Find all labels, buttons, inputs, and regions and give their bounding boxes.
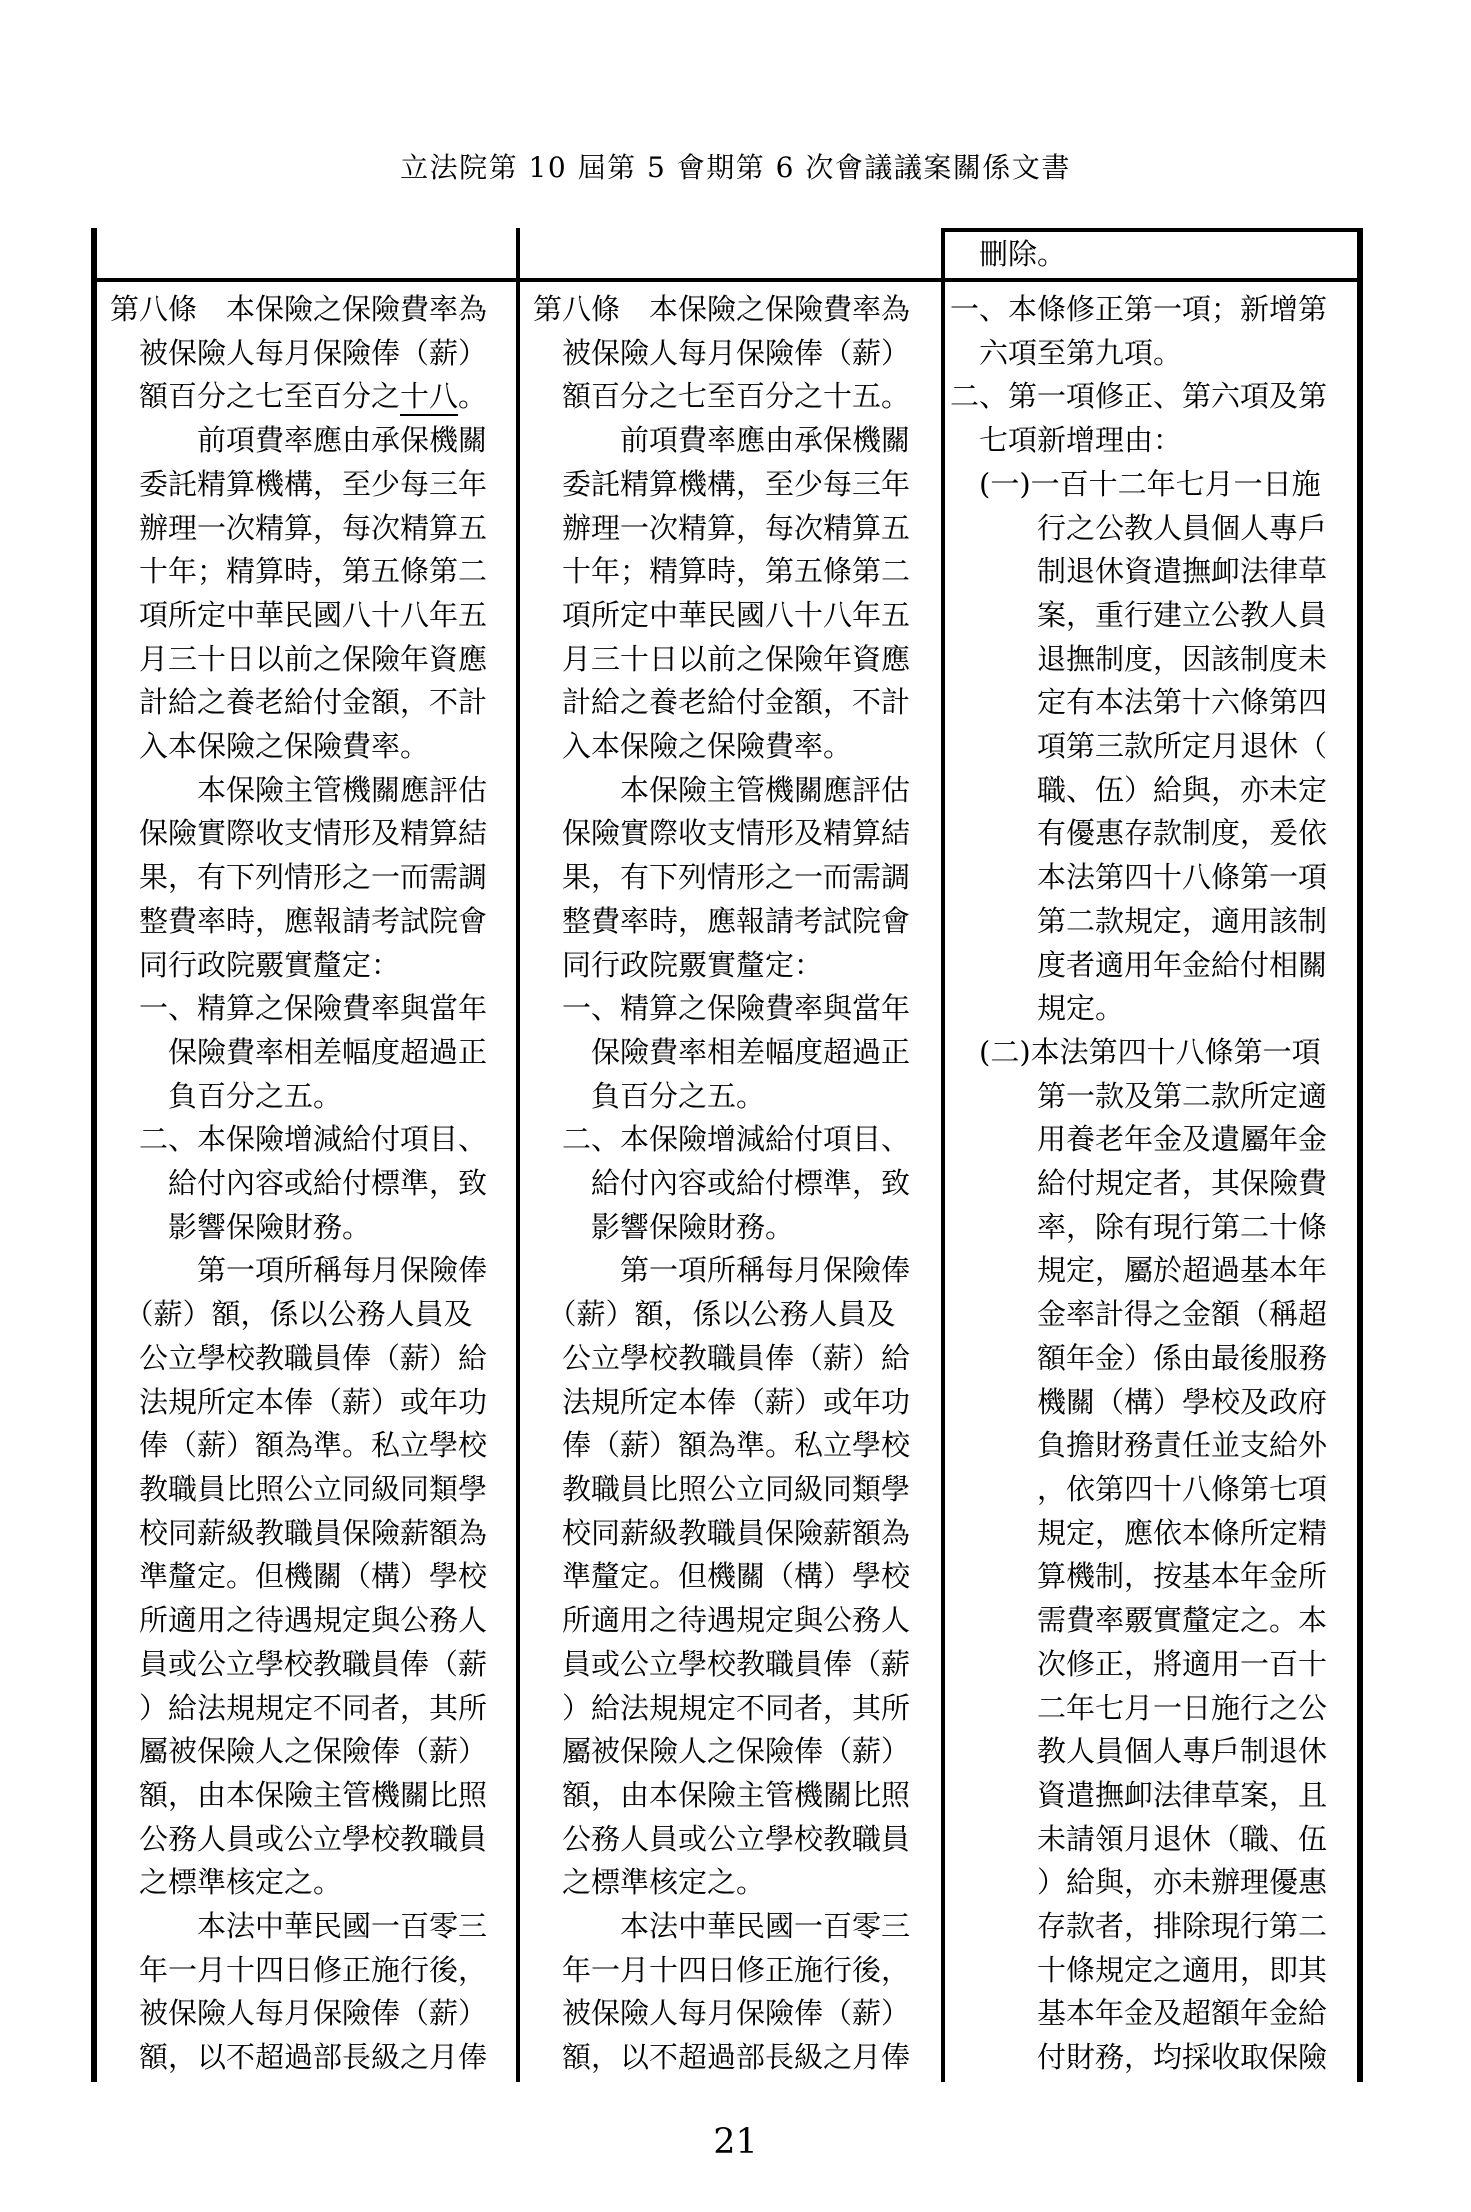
text-line: 十年；精算時，第五條第二 (533, 554, 911, 589)
text-line: 入本保險之保險費率。 (533, 729, 853, 764)
text-line: 公務人員或公立學校教職員 (110, 1821, 488, 1856)
text-line: 給付內容或給付標準，致 (533, 1166, 911, 1201)
text-line: 算機制，按基本年金所 (950, 1559, 1328, 1594)
text-line: 行之公教人員個人專戶 (950, 510, 1328, 545)
text-line: 公立學校教職員俸（薪）給 (533, 1340, 911, 1375)
text-line: 委託精算機構，至少每三年 (110, 466, 488, 501)
text-line: 影響保險財務。 (110, 1209, 372, 1244)
text-line: 項所定中華民國八十八年五 (533, 597, 911, 632)
underlined-amendment-text: 十八 (400, 379, 458, 416)
text-line: 額，以不超過部長級之月俸 (533, 2040, 911, 2075)
text-line: 前項費率應由承保機關 (533, 423, 911, 458)
text-line: 法規所定本俸（薪）或年功 (110, 1384, 488, 1419)
text-line: 本保險主管機關應評估 (110, 772, 488, 807)
text-line: 教職員比照公立同級同類學 (533, 1471, 911, 1506)
carryover-cell-current (520, 228, 941, 282)
column-current-text (520, 228, 941, 2082)
text-line: 俸（薪）額為準。私立學校 (533, 1428, 911, 1463)
cell-current-text (520, 282, 941, 2082)
text-line: 一、精算之保險費率與當年 (533, 991, 911, 1026)
text-line: 被保險人每月保險俸（薪） (533, 1996, 911, 2031)
text-line: 基本年金及超額年金給 (950, 1996, 1328, 2031)
text-line: 存款者，排除現行第二 (950, 1909, 1328, 1944)
text-line: 用養老年金及遺屬年金 (950, 1122, 1328, 1157)
text-line: 月三十日以前之保險年資應 (533, 641, 911, 676)
text-line: 額，由本保險主管機關比照 (110, 1777, 488, 1812)
text-line: 被保險人每月保險俸（薪） (110, 335, 488, 370)
text-line: 法規所定本俸（薪）或年功 (533, 1384, 911, 1419)
text-line: 所適用之待遇規定與公務人 (533, 1603, 911, 1638)
text-line: 計給之養老給付金額，不計 (110, 685, 488, 720)
text-line: 規定。 (950, 991, 1125, 1026)
text-line: ）給與，亦未辦理優惠 (950, 1865, 1328, 1900)
text-line: 計給之養老給付金額，不計 (533, 685, 911, 720)
page-number: 21 (713, 2122, 758, 2162)
text-line: 整費率時，應報請考試院會 (110, 903, 488, 938)
text-line: 負百分之五。 (533, 1078, 766, 1113)
text-line: 屬被保險人之保險俸（薪） (533, 1734, 911, 1769)
text-line: 保險實際收支情形及精算結 (110, 816, 488, 851)
text-line: 率，除有現行第二十條 (950, 1209, 1328, 1244)
text-line: 準釐定。但機關（構）學校 (533, 1559, 911, 1594)
text-line: 十條規定之適用，即其 (950, 1952, 1328, 1987)
text-line: 保險費率相差幅度超過正 (110, 1034, 488, 1069)
text-line: 七項新增理由： (950, 423, 1183, 458)
text-line: 被保險人每月保險俸（薪） (110, 1996, 488, 2031)
text-line: 年一月十四日修正施行後， (110, 1952, 488, 1987)
text-line: (二)本法第四十八條第一項 (950, 1034, 1321, 1069)
column-proposed-text (97, 228, 516, 2082)
text-line: 公立學校教職員俸（薪）給 (110, 1340, 488, 1375)
text-line: (一)一百十二年七月一日施 (950, 466, 1321, 501)
text-line: 度者適用年金給付相關 (950, 947, 1328, 982)
column-explanation (945, 228, 1357, 2082)
text-line: 規定，應依本條所定精 (950, 1515, 1328, 1550)
text-line: 定有本法第十六條第四 (950, 685, 1328, 720)
cell-explanation-text (945, 282, 1357, 2082)
text-line: 給付內容或給付標準，致 (110, 1166, 488, 1201)
text-line: 額，由本保險主管機關比照 (533, 1777, 911, 1812)
text-line: 給付規定者，其保險費 (950, 1166, 1328, 1201)
text-line: 額百分之七至百分之十五。 (533, 379, 911, 414)
text-line: 同行政院覈實釐定： (533, 947, 824, 982)
text-line: 辦理一次精算，每次精算五 (110, 510, 488, 545)
text-line: 本法第四十八條第一項 (950, 860, 1328, 895)
text-line: 十年；精算時，第五條第二 (110, 554, 488, 589)
text-line: 本保險主管機關應評估 (533, 772, 911, 807)
text-line: 果，有下列情形之一而需調 (533, 860, 911, 895)
text-line: 二、第一項修正、第六項及第 (950, 379, 1328, 414)
text-line: 需費率覈實釐定之。本 (950, 1603, 1328, 1638)
text-line: 負擔財務責任並支給外 (950, 1428, 1328, 1463)
text-line: 一、本條修正第一項；新增第 (950, 292, 1328, 326)
text-line: 額年金）係由最後服務 (950, 1340, 1328, 1375)
text-line: 俸（薪）額為準。私立學校 (110, 1428, 488, 1463)
text-line: 本法中華民國一百零三 (110, 1909, 488, 1944)
text-line: 影響保險財務。 (533, 1209, 795, 1244)
text-line: 屬被保險人之保險俸（薪） (110, 1734, 488, 1769)
text-line: 員或公立學校教職員俸（薪 (533, 1646, 911, 1681)
text-line: 所適用之待遇規定與公務人 (110, 1603, 488, 1638)
text-line: 第八條 本保險之保險費率為 (533, 292, 911, 326)
text-line: 之標準核定之。 (110, 1865, 343, 1900)
text-line: 保險實際收支情形及精算結 (533, 816, 911, 851)
text-line: 第一款及第二款所定適 (950, 1078, 1328, 1113)
text-line: 第一項所稱每月保險俸 (533, 1253, 911, 1288)
text-line: 二、本保險增減給付項目、 (110, 1122, 488, 1157)
text-line: 第八條 本保險之保險費率為 (110, 292, 488, 326)
text-line: ，依第四十八條第七項 (950, 1471, 1328, 1506)
text-line: 第一項所稱每月保險俸 (110, 1253, 488, 1288)
text-line: 委託精算機構，至少每三年 (533, 466, 911, 501)
text-line: 項所定中華民國八十八年五 (110, 597, 488, 632)
text-line: 制退休資遣撫卹法律草 (950, 554, 1328, 589)
text-line: 未請領月退休（職、伍 (950, 1821, 1328, 1856)
cell-proposed-text (97, 282, 516, 2082)
carryover-cell-explanation: 刪除。 (945, 228, 1357, 282)
text-line: 職、伍）給與，亦未定 (950, 772, 1328, 807)
text-line: 本法中華民國一百零三 (533, 1909, 911, 1944)
text-line: 辦理一次精算，每次精算五 (533, 510, 911, 545)
text-line: 月三十日以前之保險年資應 (110, 641, 488, 676)
text-line: 教職員比照公立同級同類學 (110, 1471, 488, 1506)
text-line: 校同薪級教職員保險薪額為 (533, 1515, 911, 1550)
text-line: 教人員個人專戶制退休 (950, 1734, 1328, 1769)
text-line: 額百分之七至百分之十八。 (110, 375, 516, 419)
text-line: 規定，屬於超過基本年 (950, 1253, 1328, 1288)
text-line: 負百分之五。 (110, 1078, 343, 1113)
text-line: 前項費率應由承保機關 (110, 423, 488, 458)
text-line: （薪）額，係以公務人員及 (533, 1297, 896, 1332)
text-line: 次修正，將適用一百十 (950, 1646, 1328, 1681)
text-line: 付財務，均採收取保險 (950, 2040, 1328, 2075)
text-line: 校同薪級教職員保險薪額為 (110, 1515, 488, 1550)
text-line: 年一月十四日修正施行後， (533, 1952, 911, 1987)
text-line: 果，有下列情形之一而需調 (110, 860, 488, 895)
carryover-cell-proposed (97, 228, 516, 282)
text-line: 公務人員或公立學校教職員 (533, 1821, 911, 1856)
text-line: 整費率時，應報請考試院會 (533, 903, 911, 938)
text-line: 同行政院覈實釐定： (110, 947, 401, 982)
text-line: 保險費率相差幅度超過正 (533, 1034, 911, 1069)
text-line: 準釐定。但機關（構）學校 (110, 1559, 488, 1594)
text-line: 金率計得之金額（稱超 (950, 1297, 1328, 1332)
text-line: 員或公立學校教職員俸（薪 (110, 1646, 488, 1681)
page-header-title: 立法院第 10 屆第 5 會期第 6 次會議議案關係文書 (400, 151, 1071, 184)
text-line: 第二款規定，適用該制 (950, 903, 1328, 938)
text-line: 二年七月一日施行之公 (950, 1690, 1328, 1725)
text-line: （薪）額，係以公務人員及 (110, 1297, 473, 1332)
text-line: 額，以不超過部長級之月俸 (110, 2040, 488, 2075)
text-line: 六項至第九項。 (950, 335, 1183, 370)
text-line: 退撫制度，因該制度未 (950, 641, 1328, 676)
text-line: 被保險人每月保險俸（薪） (533, 335, 911, 370)
comparison-table (91, 228, 1363, 2082)
text-line: 項第三款所定月退休（ (950, 729, 1328, 764)
text-line: 案，重行建立公教人員 (950, 597, 1328, 632)
text-line: 資遣撫卹法律草案，且 (950, 1777, 1328, 1812)
text-line: 一、精算之保險費率與當年 (110, 991, 488, 1026)
text-line: 之標準核定之。 (533, 1865, 766, 1900)
text-line: 入本保險之保險費率。 (110, 729, 430, 764)
text-line: 有優惠存款制度，爰依 (950, 816, 1328, 851)
text-line: ）給法規規定不同者，其所 (533, 1690, 911, 1725)
text-line: 機關（構）學校及政府 (950, 1384, 1328, 1419)
text-line: ）給法規規定不同者，其所 (110, 1690, 488, 1725)
text-line: 二、本保險增減給付項目、 (533, 1122, 911, 1157)
